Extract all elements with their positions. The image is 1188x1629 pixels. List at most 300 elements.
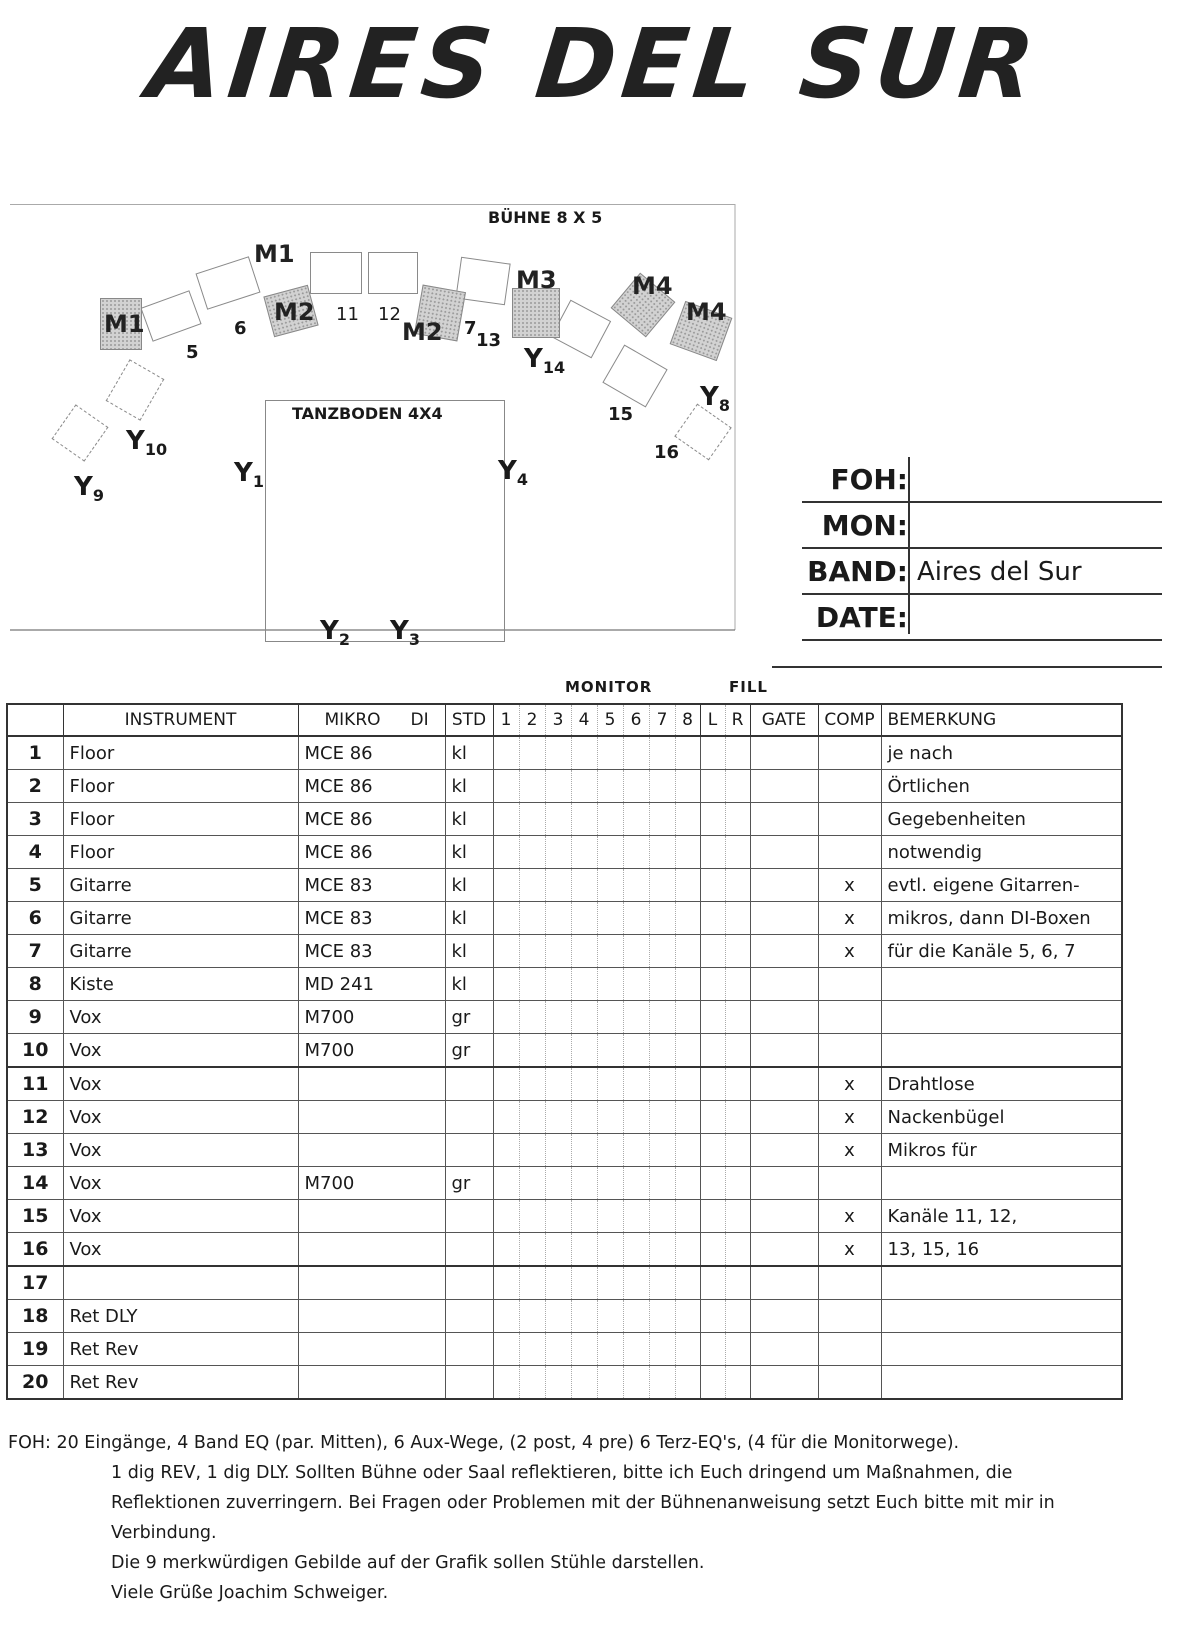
instrument-cell[interactable]: Ret Rev (63, 1333, 298, 1366)
monitor-send-cell[interactable] (571, 935, 597, 968)
monitor-send-cell[interactable] (675, 803, 700, 836)
instrument-cell[interactable]: Floor (63, 736, 298, 770)
monitor-send-cell[interactable] (675, 1366, 700, 1400)
bemerkung-cell[interactable]: notwendig (881, 836, 1122, 869)
fill-r-cell[interactable] (725, 869, 750, 902)
monitor-send-cell[interactable] (597, 1333, 623, 1366)
std-cell[interactable]: gr (445, 1167, 493, 1200)
fill-l-cell[interactable] (700, 1067, 725, 1101)
monitor-send-cell[interactable] (623, 935, 649, 968)
fill-l-cell[interactable] (700, 1134, 725, 1167)
mikro-cell[interactable]: MCE 83 (298, 935, 445, 968)
gate-cell[interactable] (750, 1167, 818, 1200)
monitor-send-cell[interactable] (597, 803, 623, 836)
bemerkung-cell[interactable]: 13, 15, 16 (881, 1233, 1122, 1267)
monitor-send-cell[interactable] (597, 1067, 623, 1101)
monitor-send-cell[interactable] (623, 1233, 649, 1267)
monitor-send-cell[interactable] (623, 1167, 649, 1200)
monitor-send-cell[interactable] (545, 1034, 571, 1068)
monitor-send-cell[interactable] (649, 1366, 675, 1400)
monitor-send-cell[interactable] (649, 1101, 675, 1134)
comp-cell[interactable] (818, 1266, 881, 1300)
mikro-cell[interactable]: MCE 86 (298, 803, 445, 836)
monitor-send-cell[interactable] (571, 1266, 597, 1300)
comp-cell[interactable]: x (818, 869, 881, 902)
monitor-send-cell[interactable] (493, 1200, 519, 1233)
monitor-send-cell[interactable] (597, 1200, 623, 1233)
monitor-send-cell[interactable] (623, 968, 649, 1001)
monitor-send-cell[interactable] (571, 770, 597, 803)
monitor-send-cell[interactable] (597, 935, 623, 968)
monitor-send-cell[interactable] (571, 1333, 597, 1366)
comp-cell[interactable] (818, 968, 881, 1001)
monitor-send-cell[interactable] (675, 770, 700, 803)
monitor-send-cell[interactable] (623, 869, 649, 902)
bemerkung-cell[interactable]: Örtlichen (881, 770, 1122, 803)
bemerkung-cell[interactable] (881, 1366, 1122, 1400)
std-cell[interactable]: gr (445, 1001, 493, 1034)
comp-cell[interactable] (818, 770, 881, 803)
std-cell[interactable]: kl (445, 836, 493, 869)
monitor-send-cell[interactable] (545, 1333, 571, 1366)
fill-r-cell[interactable] (725, 836, 750, 869)
monitor-send-cell[interactable] (519, 1200, 545, 1233)
monitor-send-cell[interactable] (623, 902, 649, 935)
monitor-send-cell[interactable] (545, 935, 571, 968)
mikro-cell[interactable] (298, 1101, 445, 1134)
monitor-send-cell[interactable] (649, 836, 675, 869)
comp-cell[interactable] (818, 1366, 881, 1400)
mikro-cell[interactable]: M700 (298, 1034, 445, 1068)
fill-l-cell[interactable] (700, 968, 725, 1001)
monitor-send-cell[interactable] (649, 935, 675, 968)
fill-l-cell[interactable] (700, 1001, 725, 1034)
instrument-cell[interactable]: Ret Rev (63, 1366, 298, 1400)
comp-cell[interactable]: x (818, 1067, 881, 1101)
monitor-send-cell[interactable] (623, 1034, 649, 1068)
monitor-send-cell[interactable] (675, 1001, 700, 1034)
std-cell[interactable]: kl (445, 803, 493, 836)
fill-r-cell[interactable] (725, 1200, 750, 1233)
comp-cell[interactable]: x (818, 1200, 881, 1233)
gate-cell[interactable] (750, 1134, 818, 1167)
std-cell[interactable] (445, 1366, 493, 1400)
std-cell[interactable]: gr (445, 1034, 493, 1068)
monitor-send-cell[interactable] (519, 902, 545, 935)
fill-r-cell[interactable] (725, 1167, 750, 1200)
monitor-send-cell[interactable] (649, 1300, 675, 1333)
fill-r-cell[interactable] (725, 935, 750, 968)
monitor-send-cell[interactable] (519, 1233, 545, 1267)
bemerkung-cell[interactable] (881, 968, 1122, 1001)
monitor-send-cell[interactable] (493, 1333, 519, 1366)
monitor-send-cell[interactable] (675, 1300, 700, 1333)
fill-l-cell[interactable] (700, 1333, 725, 1366)
monitor-send-cell[interactable] (571, 803, 597, 836)
bemerkung-cell[interactable]: Mikros für (881, 1134, 1122, 1167)
mikro-cell[interactable]: MCE 86 (298, 770, 445, 803)
monitor-send-cell[interactable] (493, 736, 519, 770)
mikro-cell[interactable]: MCE 83 (298, 869, 445, 902)
monitor-send-cell[interactable] (597, 736, 623, 770)
instrument-cell[interactable]: Vox (63, 1200, 298, 1233)
instrument-cell[interactable]: Vox (63, 1001, 298, 1034)
comp-cell[interactable] (818, 1167, 881, 1200)
gate-cell[interactable] (750, 1266, 818, 1300)
comp-cell[interactable]: x (818, 1233, 881, 1267)
monitor-send-cell[interactable] (597, 968, 623, 1001)
monitor-send-cell[interactable] (649, 1134, 675, 1167)
monitor-send-cell[interactable] (649, 1266, 675, 1300)
monitor-send-cell[interactable] (571, 1300, 597, 1333)
monitor-send-cell[interactable] (623, 1101, 649, 1134)
monitor-send-cell[interactable] (649, 1034, 675, 1068)
monitor-send-cell[interactable] (675, 1034, 700, 1068)
monitor-send-cell[interactable] (675, 935, 700, 968)
monitor-send-cell[interactable] (493, 770, 519, 803)
monitor-send-cell[interactable] (623, 770, 649, 803)
monitor-send-cell[interactable] (545, 1001, 571, 1034)
monitor-send-cell[interactable] (597, 902, 623, 935)
mikro-cell[interactable] (298, 1366, 445, 1400)
monitor-send-cell[interactable] (493, 803, 519, 836)
monitor-send-cell[interactable] (493, 1233, 519, 1267)
gate-cell[interactable] (750, 935, 818, 968)
gate-cell[interactable] (750, 736, 818, 770)
mikro-cell[interactable]: M700 (298, 1001, 445, 1034)
bemerkung-cell[interactable]: Drahtlose (881, 1067, 1122, 1101)
fill-l-cell[interactable] (700, 1101, 725, 1134)
monitor-send-cell[interactable] (519, 1067, 545, 1101)
monitor-send-cell[interactable] (519, 736, 545, 770)
comp-cell[interactable] (818, 1034, 881, 1068)
std-cell[interactable] (445, 1233, 493, 1267)
monitor-send-cell[interactable] (545, 1101, 571, 1134)
std-cell[interactable]: kl (445, 902, 493, 935)
mikro-cell[interactable] (298, 1333, 445, 1366)
monitor-send-cell[interactable] (675, 902, 700, 935)
fill-r-cell[interactable] (725, 1134, 750, 1167)
gate-cell[interactable] (750, 968, 818, 1001)
gate-cell[interactable] (750, 836, 818, 869)
monitor-send-cell[interactable] (493, 1001, 519, 1034)
monitor-send-cell[interactable] (597, 770, 623, 803)
monitor-send-cell[interactable] (649, 902, 675, 935)
monitor-send-cell[interactable] (493, 1034, 519, 1068)
instrument-cell[interactable]: Gitarre (63, 935, 298, 968)
bemerkung-cell[interactable] (881, 1034, 1122, 1068)
fill-r-cell[interactable] (725, 803, 750, 836)
monitor-send-cell[interactable] (493, 902, 519, 935)
bemerkung-cell[interactable]: für die Kanäle 5, 6, 7 (881, 935, 1122, 968)
monitor-send-cell[interactable] (493, 1300, 519, 1333)
std-cell[interactable]: kl (445, 869, 493, 902)
gate-cell[interactable] (750, 1034, 818, 1068)
bemerkung-cell[interactable]: Gegebenheiten (881, 803, 1122, 836)
monitor-send-cell[interactable] (519, 1101, 545, 1134)
monitor-send-cell[interactable] (571, 1167, 597, 1200)
instrument-cell[interactable]: Vox (63, 1101, 298, 1134)
monitor-send-cell[interactable] (675, 1134, 700, 1167)
fill-r-cell[interactable] (725, 1001, 750, 1034)
monitor-send-cell[interactable] (493, 1167, 519, 1200)
fill-l-cell[interactable] (700, 1034, 725, 1068)
monitor-send-cell[interactable] (649, 803, 675, 836)
monitor-send-cell[interactable] (649, 1001, 675, 1034)
comp-cell[interactable] (818, 803, 881, 836)
monitor-send-cell[interactable] (597, 1300, 623, 1333)
monitor-send-cell[interactable] (493, 968, 519, 1001)
monitor-send-cell[interactable] (623, 803, 649, 836)
bemerkung-cell[interactable] (881, 1333, 1122, 1366)
monitor-send-cell[interactable] (571, 1034, 597, 1068)
bemerkung-cell[interactable] (881, 1266, 1122, 1300)
monitor-send-cell[interactable] (519, 770, 545, 803)
monitor-send-cell[interactable] (493, 1101, 519, 1134)
instrument-cell[interactable]: Floor (63, 836, 298, 869)
monitor-send-cell[interactable] (519, 836, 545, 869)
gate-cell[interactable] (750, 902, 818, 935)
gate-cell[interactable] (750, 1101, 818, 1134)
monitor-send-cell[interactable] (545, 869, 571, 902)
comp-cell[interactable]: x (818, 935, 881, 968)
monitor-send-cell[interactable] (675, 1266, 700, 1300)
monitor-send-cell[interactable] (675, 1200, 700, 1233)
mikro-cell[interactable]: MCE 83 (298, 902, 445, 935)
instrument-cell[interactable]: Floor (63, 770, 298, 803)
gate-cell[interactable] (750, 1200, 818, 1233)
monitor-send-cell[interactable] (675, 1067, 700, 1101)
instrument-cell[interactable]: Vox (63, 1167, 298, 1200)
std-cell[interactable] (445, 1101, 493, 1134)
monitor-send-cell[interactable] (545, 968, 571, 1001)
monitor-send-cell[interactable] (519, 1300, 545, 1333)
monitor-send-cell[interactable] (675, 836, 700, 869)
instrument-cell[interactable]: Vox (63, 1134, 298, 1167)
monitor-send-cell[interactable] (649, 869, 675, 902)
gate-cell[interactable] (750, 1333, 818, 1366)
gate-cell[interactable] (750, 1001, 818, 1034)
monitor-send-cell[interactable] (519, 1034, 545, 1068)
bemerkung-cell[interactable]: Nackenbügel (881, 1101, 1122, 1134)
fill-l-cell[interactable] (700, 869, 725, 902)
bemerkung-cell[interactable] (881, 1167, 1122, 1200)
monitor-send-cell[interactable] (675, 1233, 700, 1267)
instrument-cell[interactable]: Vox (63, 1034, 298, 1068)
comp-cell[interactable]: x (818, 902, 881, 935)
monitor-send-cell[interactable] (649, 1233, 675, 1267)
gate-cell[interactable] (750, 1233, 818, 1267)
monitor-send-cell[interactable] (623, 1001, 649, 1034)
monitor-send-cell[interactable] (545, 1067, 571, 1101)
monitor-send-cell[interactable] (519, 1167, 545, 1200)
fill-r-cell[interactable] (725, 1266, 750, 1300)
instrument-cell[interactable]: Floor (63, 803, 298, 836)
bemerkung-cell[interactable] (881, 1001, 1122, 1034)
instrument-cell[interactable]: Vox (63, 1233, 298, 1267)
monitor-send-cell[interactable] (623, 1333, 649, 1366)
bemerkung-cell[interactable]: evtl. eigene Gitarren- (881, 869, 1122, 902)
std-cell[interactable]: kl (445, 935, 493, 968)
instrument-cell[interactable]: Vox (63, 1067, 298, 1101)
monitor-send-cell[interactable] (545, 736, 571, 770)
fill-l-cell[interactable] (700, 1233, 725, 1267)
bemerkung-cell[interactable]: mikros, dann DI-Boxen (881, 902, 1122, 935)
fill-r-cell[interactable] (725, 1300, 750, 1333)
monitor-send-cell[interactable] (649, 770, 675, 803)
mikro-cell[interactable]: MD 241 (298, 968, 445, 1001)
monitor-send-cell[interactable] (493, 1067, 519, 1101)
monitor-send-cell[interactable] (623, 1134, 649, 1167)
gate-cell[interactable] (750, 770, 818, 803)
monitor-send-cell[interactable] (519, 1001, 545, 1034)
monitor-send-cell[interactable] (519, 869, 545, 902)
monitor-send-cell[interactable] (571, 1366, 597, 1400)
monitor-send-cell[interactable] (545, 1134, 571, 1167)
monitor-send-cell[interactable] (675, 1101, 700, 1134)
mikro-cell[interactable] (298, 1300, 445, 1333)
fill-r-cell[interactable] (725, 736, 750, 770)
info-value[interactable]: Aires del Sur (917, 557, 1082, 587)
fill-l-cell[interactable] (700, 803, 725, 836)
monitor-send-cell[interactable] (675, 1167, 700, 1200)
fill-l-cell[interactable] (700, 902, 725, 935)
fill-l-cell[interactable] (700, 836, 725, 869)
fill-l-cell[interactable] (700, 1366, 725, 1400)
instrument-cell[interactable]: Ret DLY (63, 1300, 298, 1333)
comp-cell[interactable]: x (818, 1101, 881, 1134)
std-cell[interactable] (445, 1067, 493, 1101)
monitor-send-cell[interactable] (545, 770, 571, 803)
monitor-send-cell[interactable] (571, 836, 597, 869)
fill-r-cell[interactable] (725, 1101, 750, 1134)
mikro-cell[interactable] (298, 1067, 445, 1101)
monitor-send-cell[interactable] (545, 1366, 571, 1400)
gate-cell[interactable] (750, 803, 818, 836)
fill-r-cell[interactable] (725, 770, 750, 803)
monitor-send-cell[interactable] (597, 1366, 623, 1400)
monitor-send-cell[interactable] (597, 1233, 623, 1267)
mikro-cell[interactable] (298, 1200, 445, 1233)
monitor-send-cell[interactable] (493, 836, 519, 869)
monitor-send-cell[interactable] (675, 1333, 700, 1366)
monitor-send-cell[interactable] (519, 935, 545, 968)
fill-l-cell[interactable] (700, 770, 725, 803)
instrument-cell[interactable]: Gitarre (63, 869, 298, 902)
monitor-send-cell[interactable] (649, 1333, 675, 1366)
monitor-send-cell[interactable] (597, 869, 623, 902)
fill-l-cell[interactable] (700, 935, 725, 968)
monitor-send-cell[interactable] (519, 1134, 545, 1167)
monitor-send-cell[interactable] (675, 968, 700, 1001)
monitor-send-cell[interactable] (493, 935, 519, 968)
fill-r-cell[interactable] (725, 1366, 750, 1400)
monitor-send-cell[interactable] (545, 1200, 571, 1233)
fill-r-cell[interactable] (725, 1067, 750, 1101)
gate-cell[interactable] (750, 1300, 818, 1333)
gate-cell[interactable] (750, 869, 818, 902)
monitor-send-cell[interactable] (545, 902, 571, 935)
monitor-send-cell[interactable] (597, 1134, 623, 1167)
bemerkung-cell[interactable] (881, 1300, 1122, 1333)
monitor-send-cell[interactable] (493, 1266, 519, 1300)
monitor-send-cell[interactable] (571, 1101, 597, 1134)
std-cell[interactable] (445, 1300, 493, 1333)
comp-cell[interactable] (818, 836, 881, 869)
instrument-cell[interactable]: Kiste (63, 968, 298, 1001)
monitor-send-cell[interactable] (571, 968, 597, 1001)
monitor-send-cell[interactable] (545, 1233, 571, 1267)
monitor-send-cell[interactable] (519, 968, 545, 1001)
fill-l-cell[interactable] (700, 1200, 725, 1233)
comp-cell[interactable] (818, 1001, 881, 1034)
comp-cell[interactable]: x (818, 1134, 881, 1167)
std-cell[interactable] (445, 1333, 493, 1366)
monitor-send-cell[interactable] (597, 1101, 623, 1134)
monitor-send-cell[interactable] (519, 803, 545, 836)
monitor-send-cell[interactable] (571, 1200, 597, 1233)
monitor-send-cell[interactable] (623, 836, 649, 869)
std-cell[interactable] (445, 1266, 493, 1300)
comp-cell[interactable] (818, 736, 881, 770)
fill-l-cell[interactable] (700, 736, 725, 770)
monitor-send-cell[interactable] (623, 736, 649, 770)
mikro-cell[interactable]: MCE 86 (298, 836, 445, 869)
monitor-send-cell[interactable] (649, 1200, 675, 1233)
bemerkung-cell[interactable]: Kanäle 11, 12, (881, 1200, 1122, 1233)
monitor-send-cell[interactable] (597, 836, 623, 869)
monitor-send-cell[interactable] (623, 1300, 649, 1333)
mikro-cell[interactable]: M700 (298, 1167, 445, 1200)
mikro-cell[interactable]: MCE 86 (298, 736, 445, 770)
monitor-send-cell[interactable] (623, 1266, 649, 1300)
monitor-send-cell[interactable] (649, 736, 675, 770)
monitor-send-cell[interactable] (649, 968, 675, 1001)
monitor-send-cell[interactable] (571, 1134, 597, 1167)
gate-cell[interactable] (750, 1067, 818, 1101)
monitor-send-cell[interactable] (545, 803, 571, 836)
mikro-cell[interactable] (298, 1233, 445, 1267)
monitor-send-cell[interactable] (519, 1266, 545, 1300)
fill-r-cell[interactable] (725, 1233, 750, 1267)
monitor-send-cell[interactable] (493, 1134, 519, 1167)
monitor-send-cell[interactable] (623, 1067, 649, 1101)
std-cell[interactable] (445, 1134, 493, 1167)
monitor-send-cell[interactable] (649, 1067, 675, 1101)
gate-cell[interactable] (750, 1366, 818, 1400)
monitor-send-cell[interactable] (597, 1034, 623, 1068)
monitor-send-cell[interactable] (493, 869, 519, 902)
comp-cell[interactable] (818, 1333, 881, 1366)
monitor-send-cell[interactable] (597, 1266, 623, 1300)
monitor-send-cell[interactable] (571, 1067, 597, 1101)
monitor-send-cell[interactable] (545, 1266, 571, 1300)
std-cell[interactable]: kl (445, 968, 493, 1001)
monitor-send-cell[interactable] (571, 1001, 597, 1034)
fill-l-cell[interactable] (700, 1266, 725, 1300)
mikro-cell[interactable] (298, 1134, 445, 1167)
monitor-send-cell[interactable] (493, 1366, 519, 1400)
monitor-send-cell[interactable] (571, 869, 597, 902)
monitor-send-cell[interactable] (571, 736, 597, 770)
fill-r-cell[interactable] (725, 1034, 750, 1068)
monitor-send-cell[interactable] (597, 1001, 623, 1034)
comp-cell[interactable] (818, 1300, 881, 1333)
monitor-send-cell[interactable] (545, 1300, 571, 1333)
monitor-send-cell[interactable] (519, 1366, 545, 1400)
fill-r-cell[interactable] (725, 968, 750, 1001)
monitor-send-cell[interactable] (545, 836, 571, 869)
